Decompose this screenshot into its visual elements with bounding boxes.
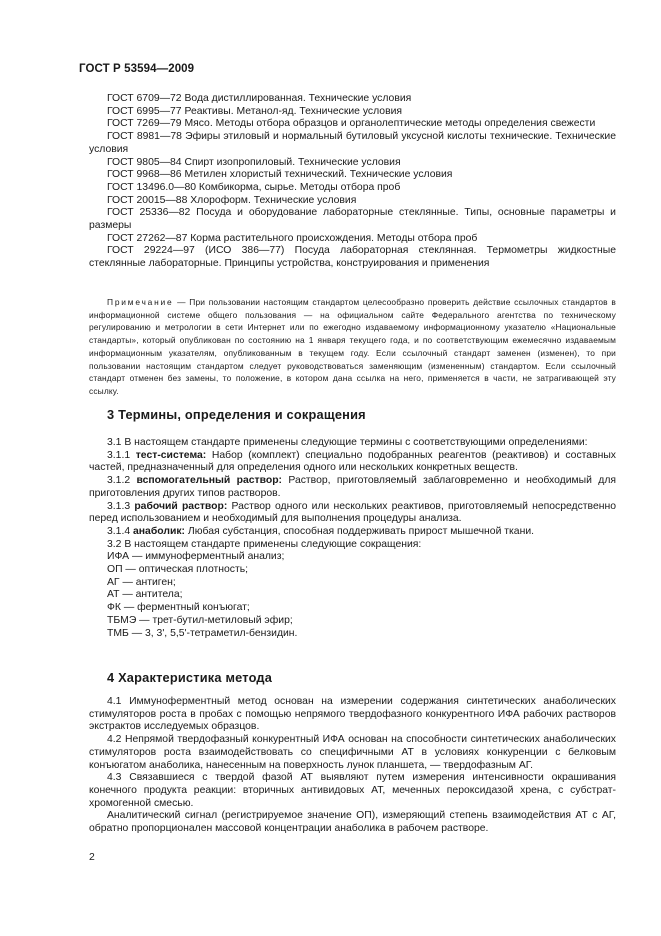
abbreviation-item: АГ — антиген; (107, 576, 176, 588)
section-3-body (89, 437, 616, 640)
reference-item: ГОСТ 8981—78 Эфиры этиловый и нормальный бутиловый уксусной кислоты технические. Технические условия (89, 131, 616, 155)
term-def: Любая субстанция, способная поддерживать прирост мышечной ткани. (185, 525, 535, 537)
term-definition (89, 501, 616, 526)
term-definition (89, 526, 616, 539)
abbreviation-item: ОП — оптическая плотность; (107, 564, 249, 576)
term-number: 3.1.1 (107, 449, 136, 461)
abbreviation-item: ФК — ферментный конъюгат; (107, 602, 250, 614)
note-text: — При пользовании настоящим стандартом целесообразно проверить действие ссылочных стандартов в информационной системе общего пользования — на официальном сайте Федерального агентства по техническому регулированию и метрологии в сети Интернет или по ежегодно издаваемому информационному указателю «Национальные стандарты», который опубликован по состоянию на 1 января текущего года, и по соответствующим ежемесячно издаваемым информационным указателям, опубликованным в текущем году. Если ссылочный стандарт заменен (изменен), то при пользовании настоящим стандартом следует руководствоваться заменяющим (измененным) стандартом. Если ссылочный стандарт отменен без замены, то положение, в котором дана ссылка на него, применяется в части, не затрагивающей эту ссылку. (89, 297, 616, 396)
reference-item: ГОСТ 6709—72 Вода дистиллированная. Технические условия (107, 93, 412, 104)
page-number: 2 (89, 852, 95, 863)
abbreviation-item: ТБМЭ — трет-бутил-метиловый эфир; (107, 614, 293, 626)
section-3-title: 3 Термины, определения и сокращения (107, 407, 366, 422)
reference-item: ГОСТ 29224—97 (ИСО 386—77) Посуда лабораторная стеклянная. Термометры жидкостные стеклянные лабораторные. Принципы устройства, конструирования и применения (89, 245, 616, 270)
abbreviations-intro: 3.2 В настоящем стандарте применены следующие сокращения: (107, 538, 422, 550)
references-list (89, 93, 616, 271)
note-label: Примечание (107, 297, 174, 307)
reference-item: ГОСТ 20015—88 Хлороформ. Технические условия (107, 194, 357, 206)
section-4-paragraph: 4.2 Непрямой твердофазный конкурентный ИФА основан на способности синтетических анаболических стимуляторов роста взаимодействовать со специфичными АТ в условиях конкуренции с белковым конъюгатом анаболика, нанесенным на поверхность лунок планшета, — твердофазным АГ. (89, 734, 616, 771)
section-4-paragraph: 4.1 Иммуноферментный метод основан на измерении содержания синтетических анаболических стимуляторов роста в пробах с помощью непрямого твердофазного конкурентного ИФА рабочих растворов экстрактов исследуемых образцов. (89, 696, 616, 733)
section-4-paragraph: 4.3 Связавшиеся с твердой фазой АТ выявляют путем измерения интенсивности окрашивания конечного продукта реакции: вторичных антивидовых АТ, меченных пероксидазой хрена, с субстрат-хромогенной смесью. (89, 772, 616, 809)
note-paragraph (89, 296, 616, 398)
reference-item: ГОСТ 13496.0—80 Комбикорма, сырье. Методы отбора проб (107, 181, 401, 193)
term-definition (89, 450, 616, 475)
section-4-title: 4 Характеристика метода (107, 670, 273, 685)
section-4-body (89, 696, 616, 836)
document-header-code: ГОСТ Р 53594—2009 (79, 63, 195, 75)
reference-item: ГОСТ 7269—79 Мясо. Методы отбора образцов и органолептические методы определения свежести (107, 118, 596, 130)
reference-item: ГОСТ 25336—82 Посуда и оборудование лабораторные стеклянные. Типы, основные параметры и размеры (89, 207, 616, 232)
term-def: Набор (комплект) специально подобранных реагентов (реактивов) и составных частей, предназначенный для определения одного или нескольких конкретных веществ. (89, 449, 616, 474)
term-def: Раствор одного или нескольких реактивов, приготовляемый непосредственно перед использованием и необходимый для выполнения процедуры анализа. (89, 500, 616, 525)
term-name: вспомогательный раствор: (136, 475, 283, 487)
section-3-intro: 3.1 В настоящем стандарте применены следующие термины с соответствующими определениями: (107, 437, 588, 448)
abbreviation-item: АТ — антитела; (107, 589, 183, 601)
abbreviation-item: ТМБ — 3, 3', 5,5'-тетраметил-бензидин. (107, 627, 298, 639)
term-name: тест-система: (135, 449, 207, 461)
section-4-paragraph: Аналитический сигнал (регистрируемое значение ОП), измеряющий степень взаимодействия АТ с АГ, обратно пропорционален массовой концентрации анаболика в рабочем растворе. (89, 810, 616, 835)
term-number: 3.1.2 (107, 475, 137, 487)
term-name: рабочий раствор: (134, 500, 228, 512)
term-number: 3.1.4 (107, 525, 133, 537)
term-name: анаболик: (133, 525, 185, 537)
term-definition (89, 475, 616, 500)
term-number: 3.1.3 (107, 500, 135, 512)
reference-item: ГОСТ 27262—87 Корма растительного происхождения. Методы отбора проб (107, 232, 478, 244)
reference-item: ГОСТ 6995—77 Реактивы. Метанол-яд. Технические условия (107, 105, 403, 117)
reference-item: ГОСТ 9968—86 Метилен хлористый технический. Технические условия (107, 169, 453, 181)
reference-item: ГОСТ 9805—84 Спирт изопропиловый. Технические условия (107, 156, 401, 168)
abbreviation-item: ИФА — иммуноферментный анализ; (107, 551, 285, 563)
term-def: Раствор, приготовляемый заблаговременно и необходимый для приготовления других типов растворов. (89, 475, 617, 499)
note-block (89, 296, 616, 398)
